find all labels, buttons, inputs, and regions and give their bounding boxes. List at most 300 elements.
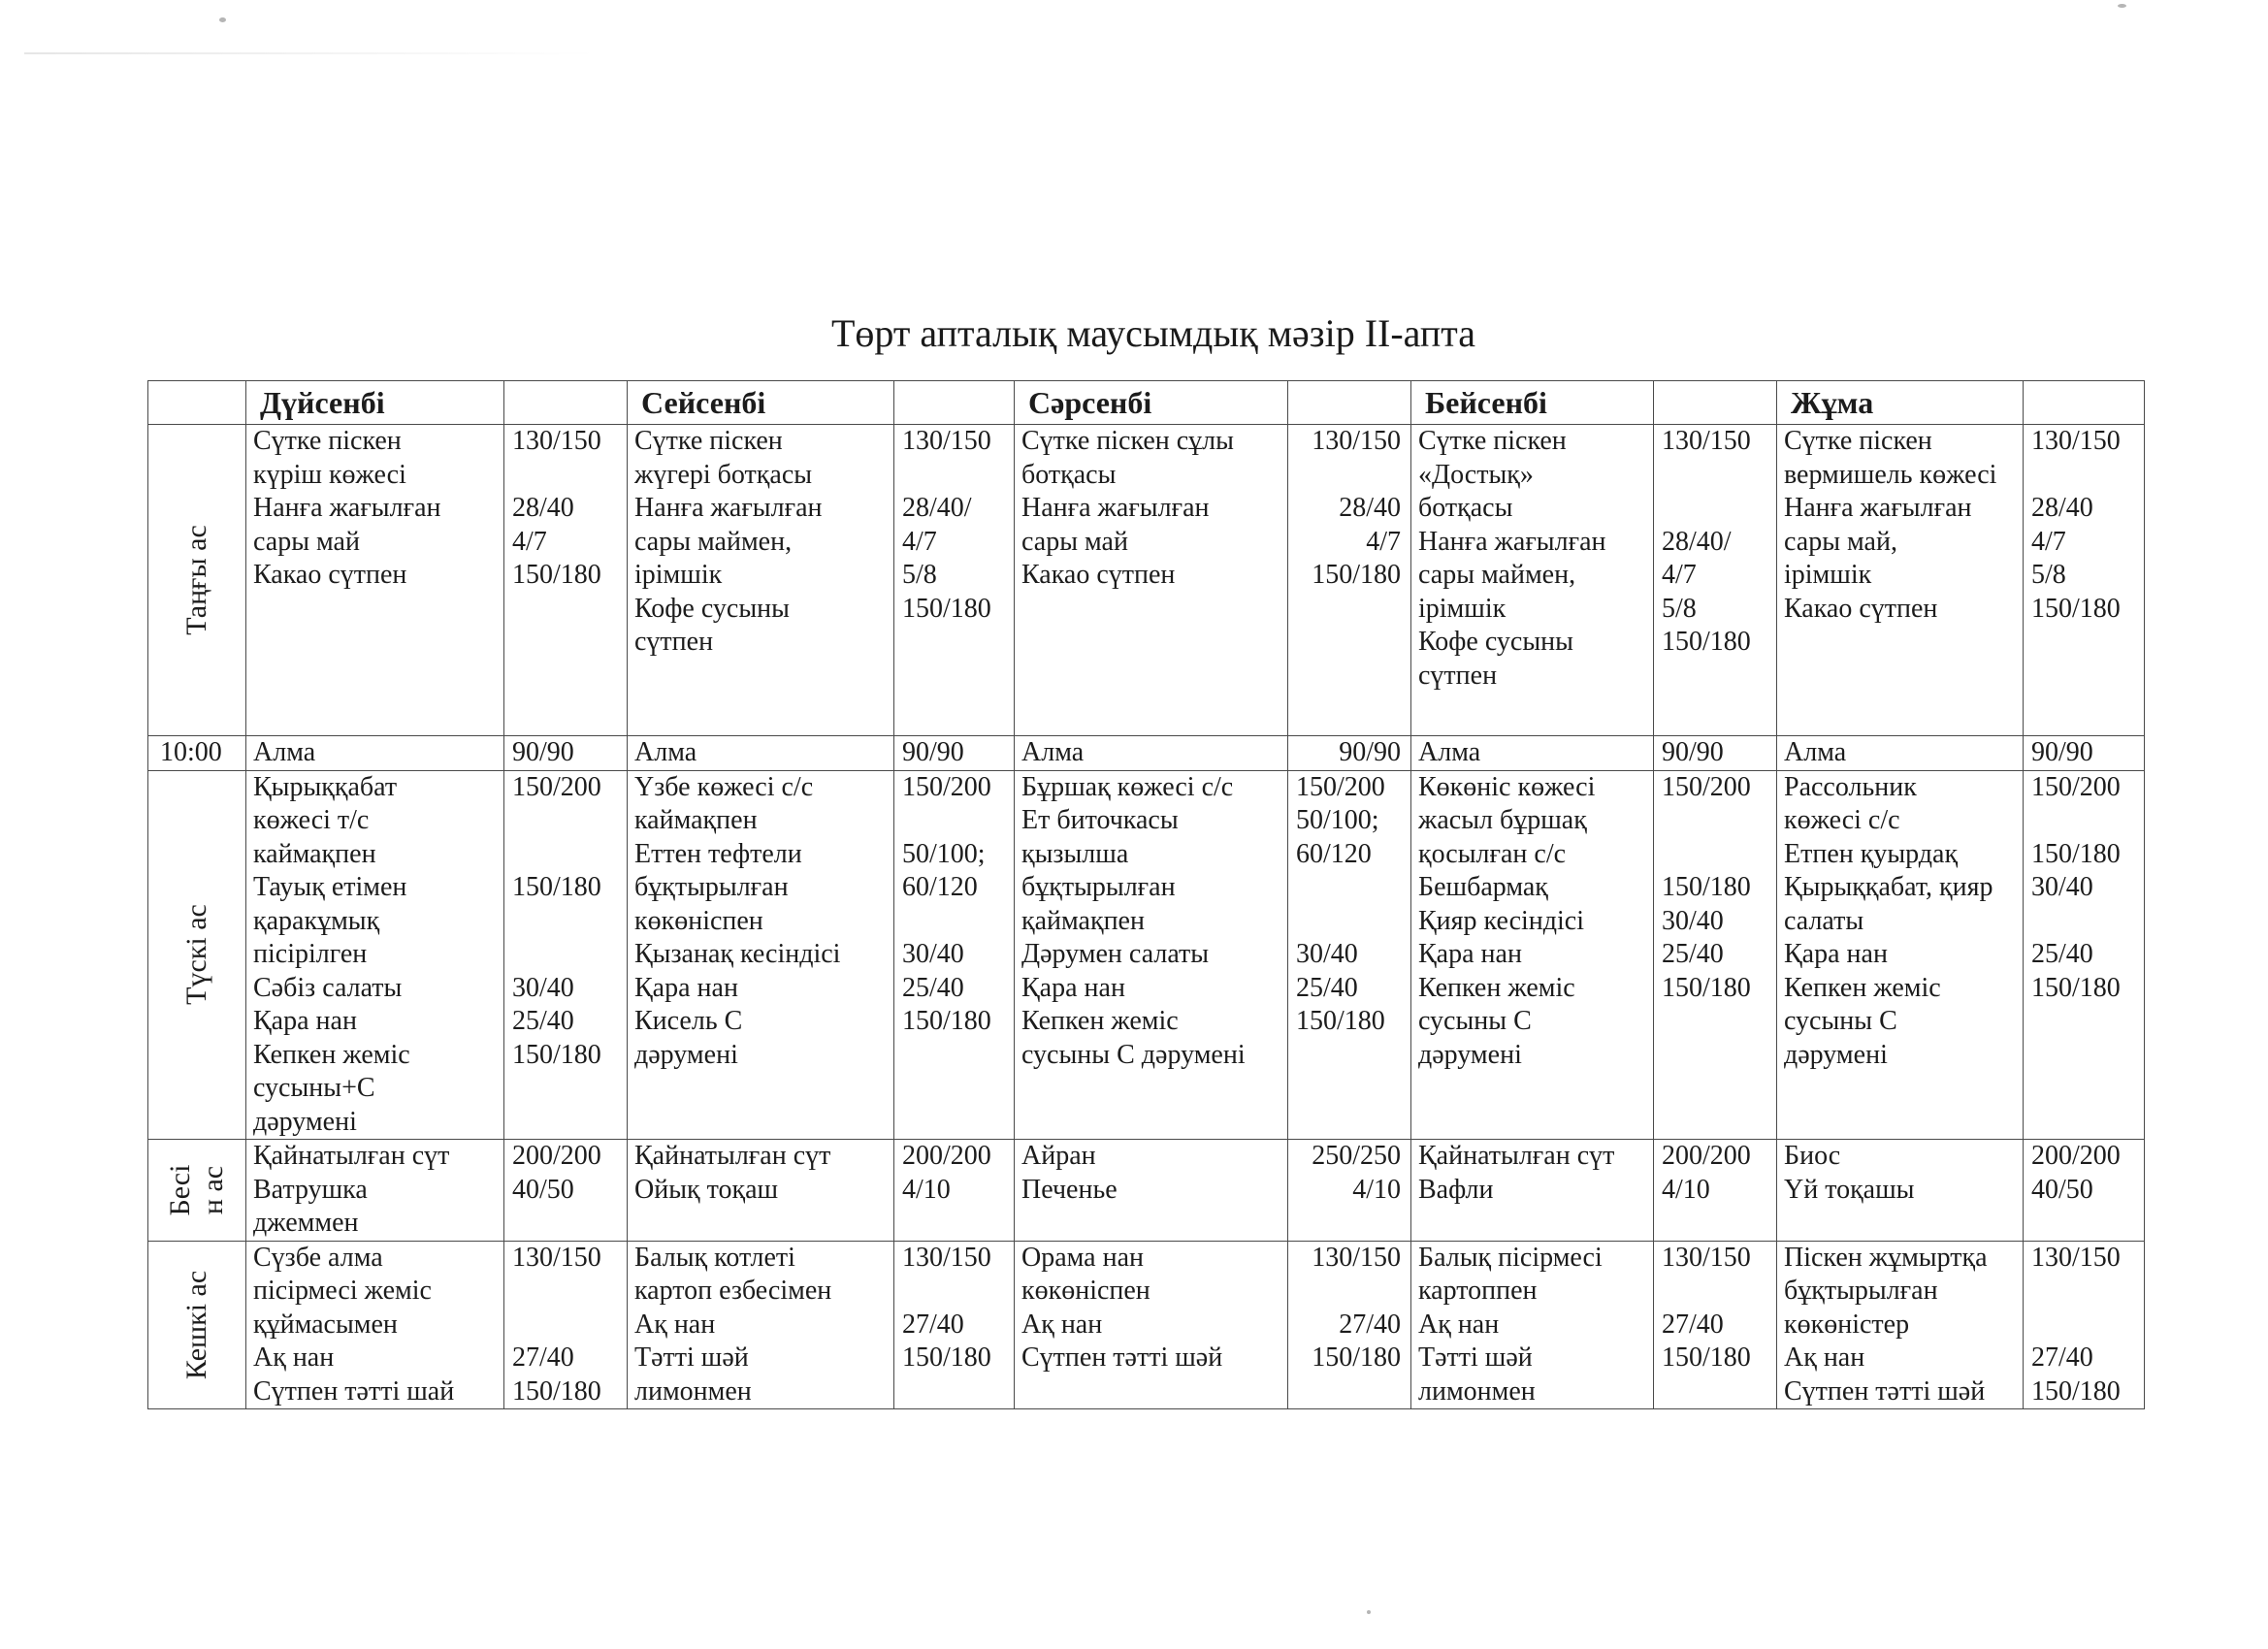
dish-line: Какао сүтпен	[1784, 593, 1938, 624]
blank-line	[512, 459, 620, 493]
qty-cell	[894, 736, 1015, 771]
dish-line: Балық котлеті	[634, 1242, 795, 1273]
header-row	[148, 381, 2145, 425]
dish-line: каймақпен	[253, 838, 376, 869]
dish-line: Ақ нан	[1418, 1309, 1500, 1340]
dish-cell	[628, 770, 894, 1140]
scan-speck	[219, 17, 226, 22]
dish-line: Биос	[1784, 1141, 1841, 1171]
day-wednesday: Сәрсенбі	[1015, 381, 1288, 425]
dish-line: Қайнатылған сүт	[253, 1141, 450, 1171]
dish-line: Алма	[1021, 737, 1085, 767]
dish-cell	[1015, 1140, 1288, 1242]
dish-cell	[1015, 736, 1288, 771]
dish-line: Үй тоқашы	[1784, 1174, 1915, 1205]
qty-cell	[2024, 1140, 2145, 1242]
qty-cell	[1654, 770, 1777, 1140]
dish-line: Алма	[634, 737, 697, 767]
blank-line	[1662, 804, 1769, 838]
portion-value: 60/120	[1296, 838, 1372, 869]
dish-line: Ақ нан	[1021, 1309, 1103, 1340]
dish-line: көкөністер	[1784, 1309, 1910, 1340]
portion-value: 130/150	[512, 1242, 601, 1273]
portion-value: 130/150	[902, 426, 991, 456]
dish-line: сусыны+С	[253, 1073, 375, 1103]
portion-value: 5/8	[2031, 560, 2066, 590]
portion-value: 150/200	[1296, 771, 1385, 802]
portion-value: 27/40	[512, 1342, 574, 1373]
portion-value: 130/150	[1662, 426, 1751, 456]
blank-line	[1662, 492, 1769, 526]
dish-line: құймасымен	[253, 1309, 398, 1340]
blank-line	[2031, 459, 2137, 493]
dish-line: Сүтке піскен	[1418, 426, 1567, 456]
blank-line	[512, 838, 620, 872]
dish-line: Қайнатылған сүт	[1418, 1141, 1615, 1171]
dish-cell	[1015, 425, 1288, 736]
dish-line: Рассольник	[1784, 771, 1917, 802]
dish-line: Кепкен жеміс	[253, 1039, 410, 1070]
portion-value: 90/90	[512, 737, 574, 767]
dish-line: Қара нан	[1784, 939, 1888, 969]
dish-line: лимонмен	[634, 1375, 752, 1406]
dish-line: көкөніспен	[1021, 1276, 1150, 1306]
portion-value: 4/7	[1662, 560, 1697, 590]
dish-cell	[628, 1140, 894, 1242]
portion-value: 5/8	[1662, 593, 1697, 624]
portion-value: 130/150	[512, 426, 601, 456]
dish-line: Нанға жағылған	[1418, 526, 1606, 557]
blank-line	[512, 1309, 620, 1342]
portion-value: 5/8	[902, 560, 937, 590]
dish-line: бұқтырылған	[634, 872, 789, 902]
blank-line	[902, 905, 1007, 939]
portion-value: 28/40	[1339, 493, 1401, 523]
dish-line: Піскен жұмыртқа	[1784, 1242, 1988, 1273]
dish-line: көжесі с/с	[1784, 805, 1900, 835]
qty-cell	[504, 736, 628, 771]
dish-cell	[246, 1241, 504, 1409]
dish-line: «Достық»	[1418, 459, 1534, 490]
dish-line: сусыны С	[1418, 1006, 1532, 1036]
portion-value: 150/200	[1662, 771, 1751, 802]
portion-value: 4/7	[1366, 526, 1401, 557]
dish-line: Етпен қуырдақ	[1784, 838, 1959, 869]
portion-value: 150/200	[902, 771, 991, 802]
qty-cell	[894, 770, 1015, 1140]
dish-line: Какао сүтпен	[1021, 560, 1176, 590]
portion-value: 130/150	[2031, 426, 2121, 456]
portion-value: 150/180	[902, 1006, 991, 1036]
dish-line: Алма	[1418, 737, 1481, 767]
qty-cell	[1288, 736, 1411, 771]
dish-cell	[1411, 1241, 1654, 1409]
portion-value: 150/180	[1662, 1342, 1751, 1373]
portion-value: 200/200	[512, 1141, 601, 1171]
portion-value: 28/40	[2031, 493, 2093, 523]
portion-value: 25/40	[1662, 939, 1724, 969]
dish-line: Ақ нан	[634, 1309, 716, 1340]
dish-line: Кепкен жеміс	[1418, 972, 1575, 1003]
dish-line: Қияр кесіндісі	[1418, 905, 1584, 936]
portion-value: 150/180	[1662, 872, 1751, 902]
portion-value: 150/180	[512, 1375, 601, 1406]
blank-line	[2031, 1275, 2137, 1309]
portion-value: 150/180	[512, 872, 601, 902]
qty-header-cell	[894, 381, 1015, 425]
qty-cell	[1288, 770, 1411, 1140]
dish-line: Ақ нан	[253, 1342, 335, 1373]
dish-line: пісірілген	[253, 939, 368, 969]
dish-line: Дәрумен салаты	[1021, 939, 1210, 969]
dish-line: Айран	[1021, 1141, 1096, 1171]
portion-value: 150/180	[1296, 1006, 1385, 1036]
portion-value: 27/40	[1662, 1309, 1724, 1340]
dish-line: Бұршақ көжесі с/с	[1021, 771, 1234, 802]
portion-value: 30/40	[1296, 939, 1358, 969]
dish-cell	[1777, 425, 2024, 736]
dish-cell	[1015, 1241, 1288, 1409]
portion-value: 4/10	[902, 1174, 951, 1205]
portion-value: 130/150	[1312, 1242, 1401, 1273]
dish-line: Алма	[1784, 737, 1847, 767]
dish-line: Сүтке піскен	[1784, 426, 1932, 456]
blank-line	[512, 905, 620, 939]
qty-cell	[2024, 770, 2145, 1140]
blank-line	[512, 804, 620, 838]
portion-value: 27/40	[902, 1309, 964, 1340]
blank-line	[1296, 459, 1401, 493]
lunch-label: Түскі ас	[180, 904, 212, 1006]
blank-line	[1662, 1275, 1769, 1309]
dish-line: Сүзбе алма	[253, 1242, 383, 1273]
qty-header-cell	[504, 381, 628, 425]
afternoon-label-line: Бесі	[164, 1164, 196, 1216]
portion-value: 40/50	[2031, 1174, 2093, 1205]
dish-cell	[628, 736, 894, 771]
dish-line: пісірмесі жеміс	[253, 1276, 432, 1306]
day-friday: Жұма	[1777, 381, 2024, 425]
blank-line	[1296, 871, 1404, 905]
dinner-label: Кешкі ас	[180, 1270, 212, 1379]
qty-cell	[504, 1241, 628, 1409]
portion-value: 25/40	[512, 1006, 574, 1036]
dish-line: Сүтке піскен	[634, 426, 783, 456]
portion-value: 200/200	[2031, 1141, 2121, 1171]
dish-line: дәрумені	[1784, 1039, 1888, 1070]
dish-line: ірімшік	[1784, 560, 1872, 590]
dish-line: ірімшік	[634, 560, 723, 590]
portion-value: 28/40/	[902, 493, 972, 523]
dish-line: Балық пісірмесі	[1418, 1242, 1603, 1273]
portion-value: 150/200	[2031, 771, 2121, 802]
dish-line: Ет биточкасы	[1021, 805, 1179, 835]
portion-value: 150/180	[1662, 972, 1751, 1003]
day-thursday: Бейсенбі	[1411, 381, 1654, 425]
portion-value: 150/180	[902, 593, 991, 624]
dish-line: сүтпен	[1418, 660, 1498, 691]
qty-cell	[894, 1241, 1015, 1409]
dish-line: қаракұмық	[253, 905, 380, 936]
dish-line: Кепкен жеміс	[1021, 1006, 1179, 1036]
portion-value: 130/150	[1312, 426, 1401, 456]
dish-cell	[628, 425, 894, 736]
portion-value: 4/7	[2031, 526, 2066, 557]
dish-line: вермишель көжесі	[1784, 459, 1997, 490]
dish-line: бұқтырылған	[1021, 872, 1176, 902]
blank-line	[1296, 1275, 1401, 1309]
qty-cell	[1654, 1241, 1777, 1409]
portion-value: 30/40	[902, 939, 964, 969]
dish-line: көкөніспен	[634, 905, 763, 936]
dish-line: сары маймен,	[634, 526, 793, 557]
meal-label-cell	[148, 770, 246, 1140]
dish-line: Нанға жағылған	[253, 493, 441, 523]
blank-line	[1662, 838, 1769, 872]
portion-value: 150/180	[1312, 1342, 1401, 1373]
dish-line: Нанға жағылған	[1021, 493, 1210, 523]
blank-line	[902, 1275, 1007, 1309]
dish-line: дәрумені	[253, 1106, 357, 1137]
qty-header-cell	[1288, 381, 1411, 425]
dish-line: сары май	[1021, 526, 1128, 557]
portion-value: 90/90	[2031, 737, 2093, 767]
portion-value: 4/7	[902, 526, 937, 557]
scan-edge-mark	[24, 52, 597, 54]
dish-line: Сүтке піскен	[253, 426, 402, 456]
portion-value: 250/250	[1312, 1141, 1401, 1171]
dish-line: салаты	[1784, 905, 1864, 936]
portion-value: 150/180	[902, 1342, 991, 1373]
dish-line: Сүтке піскен сұлы	[1021, 426, 1234, 456]
portion-value: 30/40	[512, 972, 574, 1003]
blank-line	[902, 804, 1007, 838]
dish-cell	[246, 1140, 504, 1242]
dish-cell	[1411, 1140, 1654, 1242]
dish-cell	[1777, 1241, 2024, 1409]
portion-value: 90/90	[1339, 737, 1401, 767]
portion-value: 130/150	[2031, 1242, 2121, 1273]
dish-line: сары май	[253, 526, 360, 557]
portion-value: 200/200	[1662, 1141, 1751, 1171]
qty-cell	[1654, 736, 1777, 771]
dish-line: Еттен тефтели	[634, 838, 802, 869]
qty-cell	[504, 425, 628, 736]
dish-line: Кофе сусыны	[634, 593, 790, 624]
portion-value: 150/180	[2031, 593, 2121, 624]
dish-line: қаймақпен	[1021, 905, 1145, 936]
qty-cell	[1654, 425, 1777, 736]
dish-line: Тәтті шәй	[634, 1342, 749, 1373]
dish-line: Ақ нан	[1784, 1342, 1865, 1373]
weekly-menu-table	[147, 380, 2145, 1409]
dish-line: дәрумені	[1418, 1039, 1522, 1070]
dish-line: Сәбіз салаты	[253, 972, 403, 1003]
portion-value: 90/90	[1662, 737, 1724, 767]
afternoon-label	[164, 1164, 230, 1215]
dish-line: Тәтті шәй	[1418, 1342, 1533, 1373]
portion-value: 4/7	[512, 526, 547, 557]
qty-cell	[894, 425, 1015, 736]
dish-line: көжесі т/с	[253, 805, 370, 835]
dish-line: Сүтпен тәтті шай	[253, 1375, 455, 1406]
dish-cell	[246, 736, 504, 771]
portion-value: 50/100;	[1296, 805, 1379, 835]
dish-cell	[1777, 1140, 2024, 1242]
meal-label-cell	[148, 1140, 246, 1242]
portion-value: 25/40	[902, 972, 964, 1003]
dish-line: сусыны С дәрумені	[1021, 1039, 1246, 1070]
portion-value: 150/200	[512, 771, 601, 802]
dish-line: Нанға жағылған	[1784, 493, 1972, 523]
portion-value: 4/10	[1352, 1174, 1401, 1205]
scan-speck	[1367, 1610, 1371, 1614]
portion-value: 130/150	[902, 1242, 991, 1273]
qty-cell	[1288, 1241, 1411, 1409]
dish-line: джеммен	[253, 1208, 359, 1238]
portion-value: 130/150	[1662, 1242, 1751, 1273]
lunch-row	[148, 770, 2145, 1140]
dish-line: Алма	[253, 737, 316, 767]
portion-value: 150/180	[1662, 627, 1751, 657]
qty-cell	[1288, 1140, 1411, 1242]
dish-line: Печенье	[1021, 1174, 1118, 1205]
dish-line: лимонмен	[1418, 1375, 1536, 1406]
portion-value: 28/40	[512, 493, 574, 523]
blank-line	[2031, 1309, 2137, 1342]
dish-cell	[628, 1241, 894, 1409]
dish-line: күріш көжесі	[253, 459, 406, 490]
portion-value: 30/40	[1662, 905, 1724, 936]
blank-line	[1296, 905, 1404, 939]
dish-line: сары май,	[1784, 526, 1897, 557]
portion-value: 28/40/	[1662, 526, 1732, 557]
dish-line: Қара нан	[634, 972, 738, 1003]
portion-value: 40/50	[512, 1174, 574, 1205]
portion-value: 60/120	[902, 872, 978, 902]
dish-cell	[246, 770, 504, 1140]
qty-cell	[894, 1140, 1015, 1242]
dish-line: картоппен	[1418, 1276, 1538, 1306]
dish-line: Қара нан	[253, 1006, 357, 1036]
dish-line: Нанға жағылған	[634, 493, 823, 523]
dish-line: Бешбармақ	[1418, 872, 1548, 902]
snack-row	[148, 736, 2145, 771]
qty-cell	[2024, 736, 2145, 771]
blank-line	[902, 459, 1007, 493]
dish-cell	[1411, 425, 1654, 736]
qty-cell	[504, 1140, 628, 1242]
meal-label-cell	[148, 1241, 246, 1409]
dish-cell	[1411, 736, 1654, 771]
afternoon-label-line: н ас	[197, 1165, 229, 1214]
dinner-row	[148, 1241, 2145, 1409]
dish-line: Тауық етімен	[253, 872, 407, 902]
portion-value: 150/180	[2031, 972, 2121, 1003]
dish-cell	[1777, 736, 2024, 771]
portion-value: 25/40	[2031, 939, 2093, 969]
dish-cell	[1777, 770, 2024, 1140]
dish-line: сусыны С	[1784, 1006, 1897, 1036]
portion-value: 27/40	[1339, 1309, 1401, 1340]
qty-cell	[1654, 1140, 1777, 1242]
dish-line: сары маймен,	[1418, 560, 1576, 590]
qty-cell	[504, 770, 628, 1140]
portion-value: 30/40	[2031, 872, 2093, 902]
dish-cell	[1015, 770, 1288, 1140]
portion-value: 150/180	[2031, 1375, 2121, 1406]
dish-line: жүгері ботқасы	[634, 459, 813, 490]
dish-line: Қайнатылған сүт	[634, 1141, 831, 1171]
blank-line	[2031, 804, 2137, 838]
dish-line: дәрумені	[634, 1039, 738, 1070]
dish-line: қызылша	[1021, 838, 1129, 869]
dish-line: каймақпен	[634, 805, 758, 835]
dish-line: ботқасы	[1021, 459, 1117, 490]
corner-cell	[148, 381, 246, 425]
portion-value: 27/40	[2031, 1342, 2093, 1373]
qty-cell	[2024, 425, 2145, 736]
portion-value: 50/100;	[902, 838, 986, 869]
breakfast-row	[148, 425, 2145, 736]
dish-line: сүтпен	[634, 627, 714, 657]
dish-line: ірімшік	[1418, 593, 1507, 624]
dish-line: Кепкен жеміс	[1784, 972, 1941, 1003]
snack-time-label: 10:00	[148, 736, 246, 771]
blank-line	[1662, 459, 1769, 493]
dish-line: Кофе сусыны	[1418, 627, 1573, 657]
dish-line: Сүтпен тәтті шәй	[1784, 1375, 1986, 1406]
dish-cell	[246, 425, 504, 736]
dish-line: Орама нан	[1021, 1242, 1144, 1273]
scan-speck	[2118, 4, 2126, 8]
portion-value: 200/200	[902, 1141, 991, 1171]
dish-line: Ойық тоқаш	[634, 1174, 779, 1205]
dish-line: Қырыққабат	[253, 771, 398, 802]
dish-line: Қызанақ кесіндісі	[634, 939, 841, 969]
dish-line: қосылған с/с	[1418, 838, 1567, 869]
blank-line	[512, 938, 620, 972]
dish-line: бұқтырылған	[1784, 1276, 1938, 1306]
dish-line: Какао сүтпен	[253, 560, 407, 590]
portion-value: 150/180	[1312, 560, 1401, 590]
dish-line: Вафли	[1418, 1174, 1494, 1205]
portion-value: 150/180	[512, 1039, 601, 1070]
dish-line: Қара нан	[1418, 939, 1522, 969]
dish-line: Кисель С	[634, 1006, 743, 1036]
portion-value: 150/180	[512, 560, 601, 590]
qty-header-cell	[1654, 381, 1777, 425]
qty-cell	[2024, 1241, 2145, 1409]
portion-value: 90/90	[902, 737, 964, 767]
dish-line: Қырыққабат, қияр	[1784, 872, 1993, 902]
day-monday: Дүйсенбі	[246, 381, 504, 425]
portion-value: 4/10	[1662, 1174, 1710, 1205]
dish-cell	[1411, 770, 1654, 1140]
qty-header-cell	[2024, 381, 2145, 425]
day-tuesday: Сейсенбі	[628, 381, 894, 425]
dish-line: жасыл бұршақ	[1418, 805, 1587, 835]
dish-line: Сүтпен тәтті шәй	[1021, 1342, 1223, 1373]
portion-value: 25/40	[1296, 972, 1358, 1003]
afternoon-row	[148, 1140, 2145, 1242]
meal-label-cell	[148, 425, 246, 736]
dish-line: картоп езбесімен	[634, 1276, 832, 1306]
portion-value: 150/180	[2031, 838, 2121, 869]
dish-line: Қара нан	[1021, 972, 1125, 1003]
dish-line: Үзбе көжесі с/с	[634, 771, 814, 802]
blank-line	[512, 1275, 620, 1309]
